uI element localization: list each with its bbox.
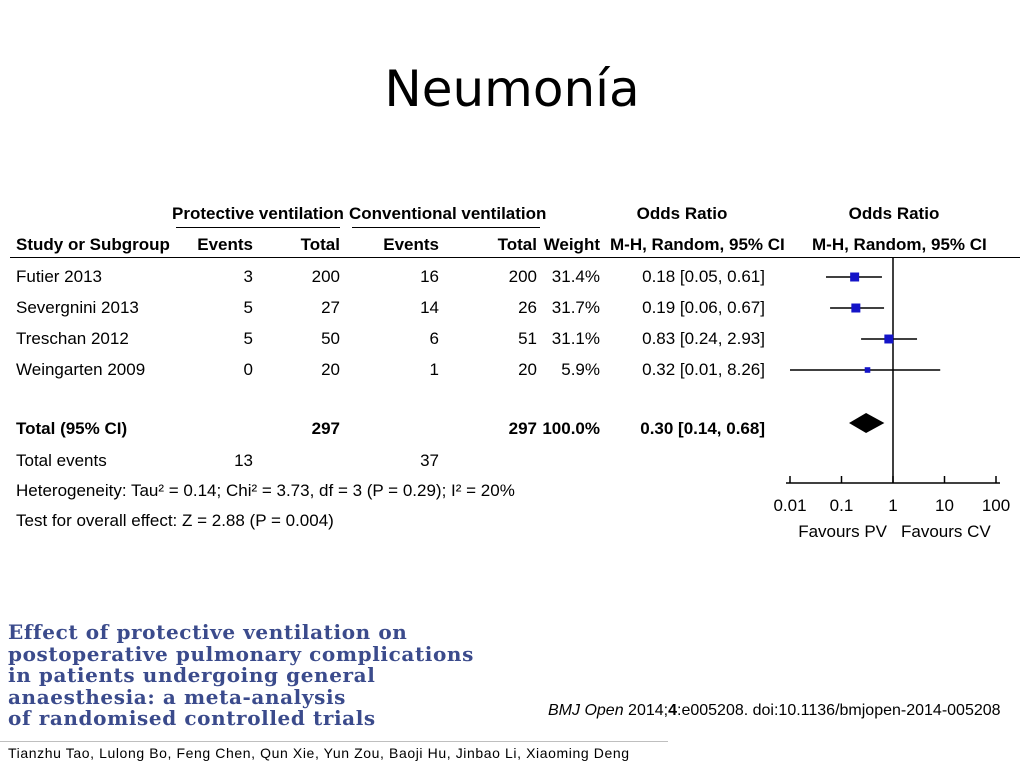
total-events-label: Total events (16, 451, 107, 470)
point-estimate-marker (850, 273, 859, 282)
x-tick-label: 100 (981, 496, 1011, 515)
total-1: 200 (311, 267, 340, 286)
citation (548, 702, 1001, 720)
total-events-2: 37 (420, 451, 439, 470)
events-1: 5 (243, 329, 253, 348)
group-header-odds-ratio-graph: Odds Ratio (848, 204, 940, 223)
odds-ratio-ci: 0.19 [0.06, 0.67] (642, 298, 765, 317)
overall-effect-text: Test for overall effect: Z = 2.88 (P = 0.004) (16, 511, 334, 530)
citation-year: 2014; (628, 702, 669, 719)
paper-title-line: of randomised controlled trials (8, 706, 376, 730)
total-label: Total (95% CI) (16, 419, 128, 438)
col-header-weight: Weight (543, 235, 600, 254)
paper-title-line: in patients undergoing general (8, 663, 376, 687)
study-name: Weingarten 2009 (16, 360, 146, 379)
col-header-total-2: Total (497, 235, 537, 254)
x-tick-label: 0.1 (829, 496, 854, 515)
total-2: 297 (508, 419, 537, 438)
col-header-events-1: Events (197, 235, 253, 254)
weight: 31.1% (551, 329, 600, 348)
group-header-control: Conventional ventilation (349, 204, 547, 223)
total-2: 200 (508, 267, 537, 286)
col-header-events-2: Events (383, 235, 439, 254)
events-1: 3 (243, 267, 253, 286)
paper-divider (0, 741, 668, 742)
col-header-total-1: Total (300, 235, 340, 254)
total-1: 27 (321, 298, 340, 317)
total-2: 20 (518, 360, 537, 379)
total-2: 26 (518, 298, 537, 317)
odds-ratio-ci: 0.83 [0.24, 2.93] (642, 329, 765, 348)
paper-authors: Tianzhu Tao, Lulong Bo, Feng Chen, Qun Xie, Yun Zou, Baoji Hu, Jinbao Li, Xiaoming Deng (8, 745, 630, 761)
point-estimate-marker (884, 335, 893, 344)
weight: 31.7% (551, 298, 600, 317)
odds-ratio-ci: 0.18 [0.05, 0.61] (642, 267, 765, 286)
paper-title-line: postoperative pulmonary complications (8, 641, 474, 666)
study-name: Treschan 2012 (16, 329, 129, 348)
pooled-diamond (849, 413, 884, 433)
x-tick-label: 1 (888, 496, 898, 515)
forest-plot-figure (0, 195, 1024, 555)
forest-plot-graph (0, 195, 1024, 555)
events-2: 14 (420, 298, 439, 317)
favours-right-label: Favours CV (901, 522, 991, 541)
study-name: Severgnini 2013 (16, 298, 139, 317)
total-1: 297 (311, 419, 340, 438)
total-1: 50 (321, 329, 340, 348)
point-estimate-marker (851, 304, 860, 313)
weight: 5.9% (561, 360, 600, 379)
citation-doi: :e005208. doi:10.1136/bmjopen-2014-005208 (677, 702, 1001, 719)
paper-title-line: anaesthesia: a meta-analysis (8, 684, 347, 709)
group-header-odds-ratio-text: Odds Ratio (636, 204, 728, 223)
col-header-study: Study or Subgroup (16, 235, 170, 254)
events-1: 0 (243, 360, 253, 379)
events-1: 5 (243, 298, 253, 317)
paper-title-line: Effect of protective ventilation on (8, 620, 408, 644)
citation-volume: 4 (668, 702, 677, 719)
events-2: 1 (429, 360, 439, 379)
heterogeneity-text: Heterogeneity: Tau² = 0.14; Chi² = 3.73, df = 3 (P = 0.29); I² = 20% (16, 481, 515, 500)
total-weight: 100.0% (542, 419, 600, 438)
odds-ratio-ci: 0.32 [0.01, 8.26] (642, 360, 765, 379)
col-header-or-method: M-H, Random, 95% CI (610, 235, 785, 254)
total-events-1: 13 (234, 451, 253, 470)
total-2: 51 (518, 329, 537, 348)
x-tick-label: 0.01 (773, 496, 807, 515)
events-2: 6 (429, 329, 439, 348)
events-2: 16 (420, 267, 439, 286)
total-1: 20 (321, 360, 340, 379)
slide-title: Neumonía (384, 60, 640, 118)
group-header-treatment: Protective ventilation (172, 204, 344, 223)
favours-left-label: Favours PV (798, 522, 887, 541)
study-name: Futier 2013 (16, 267, 102, 286)
x-tick-label: 10 (935, 496, 954, 515)
point-estimate-marker (865, 367, 871, 373)
citation-journal: BMJ Open (548, 702, 624, 719)
weight: 31.4% (551, 267, 600, 286)
col-header-or-method-graph: M-H, Random, 95% CI (812, 235, 987, 254)
total-odds-ratio-ci: 0.30 [0.14, 0.68] (640, 419, 765, 438)
